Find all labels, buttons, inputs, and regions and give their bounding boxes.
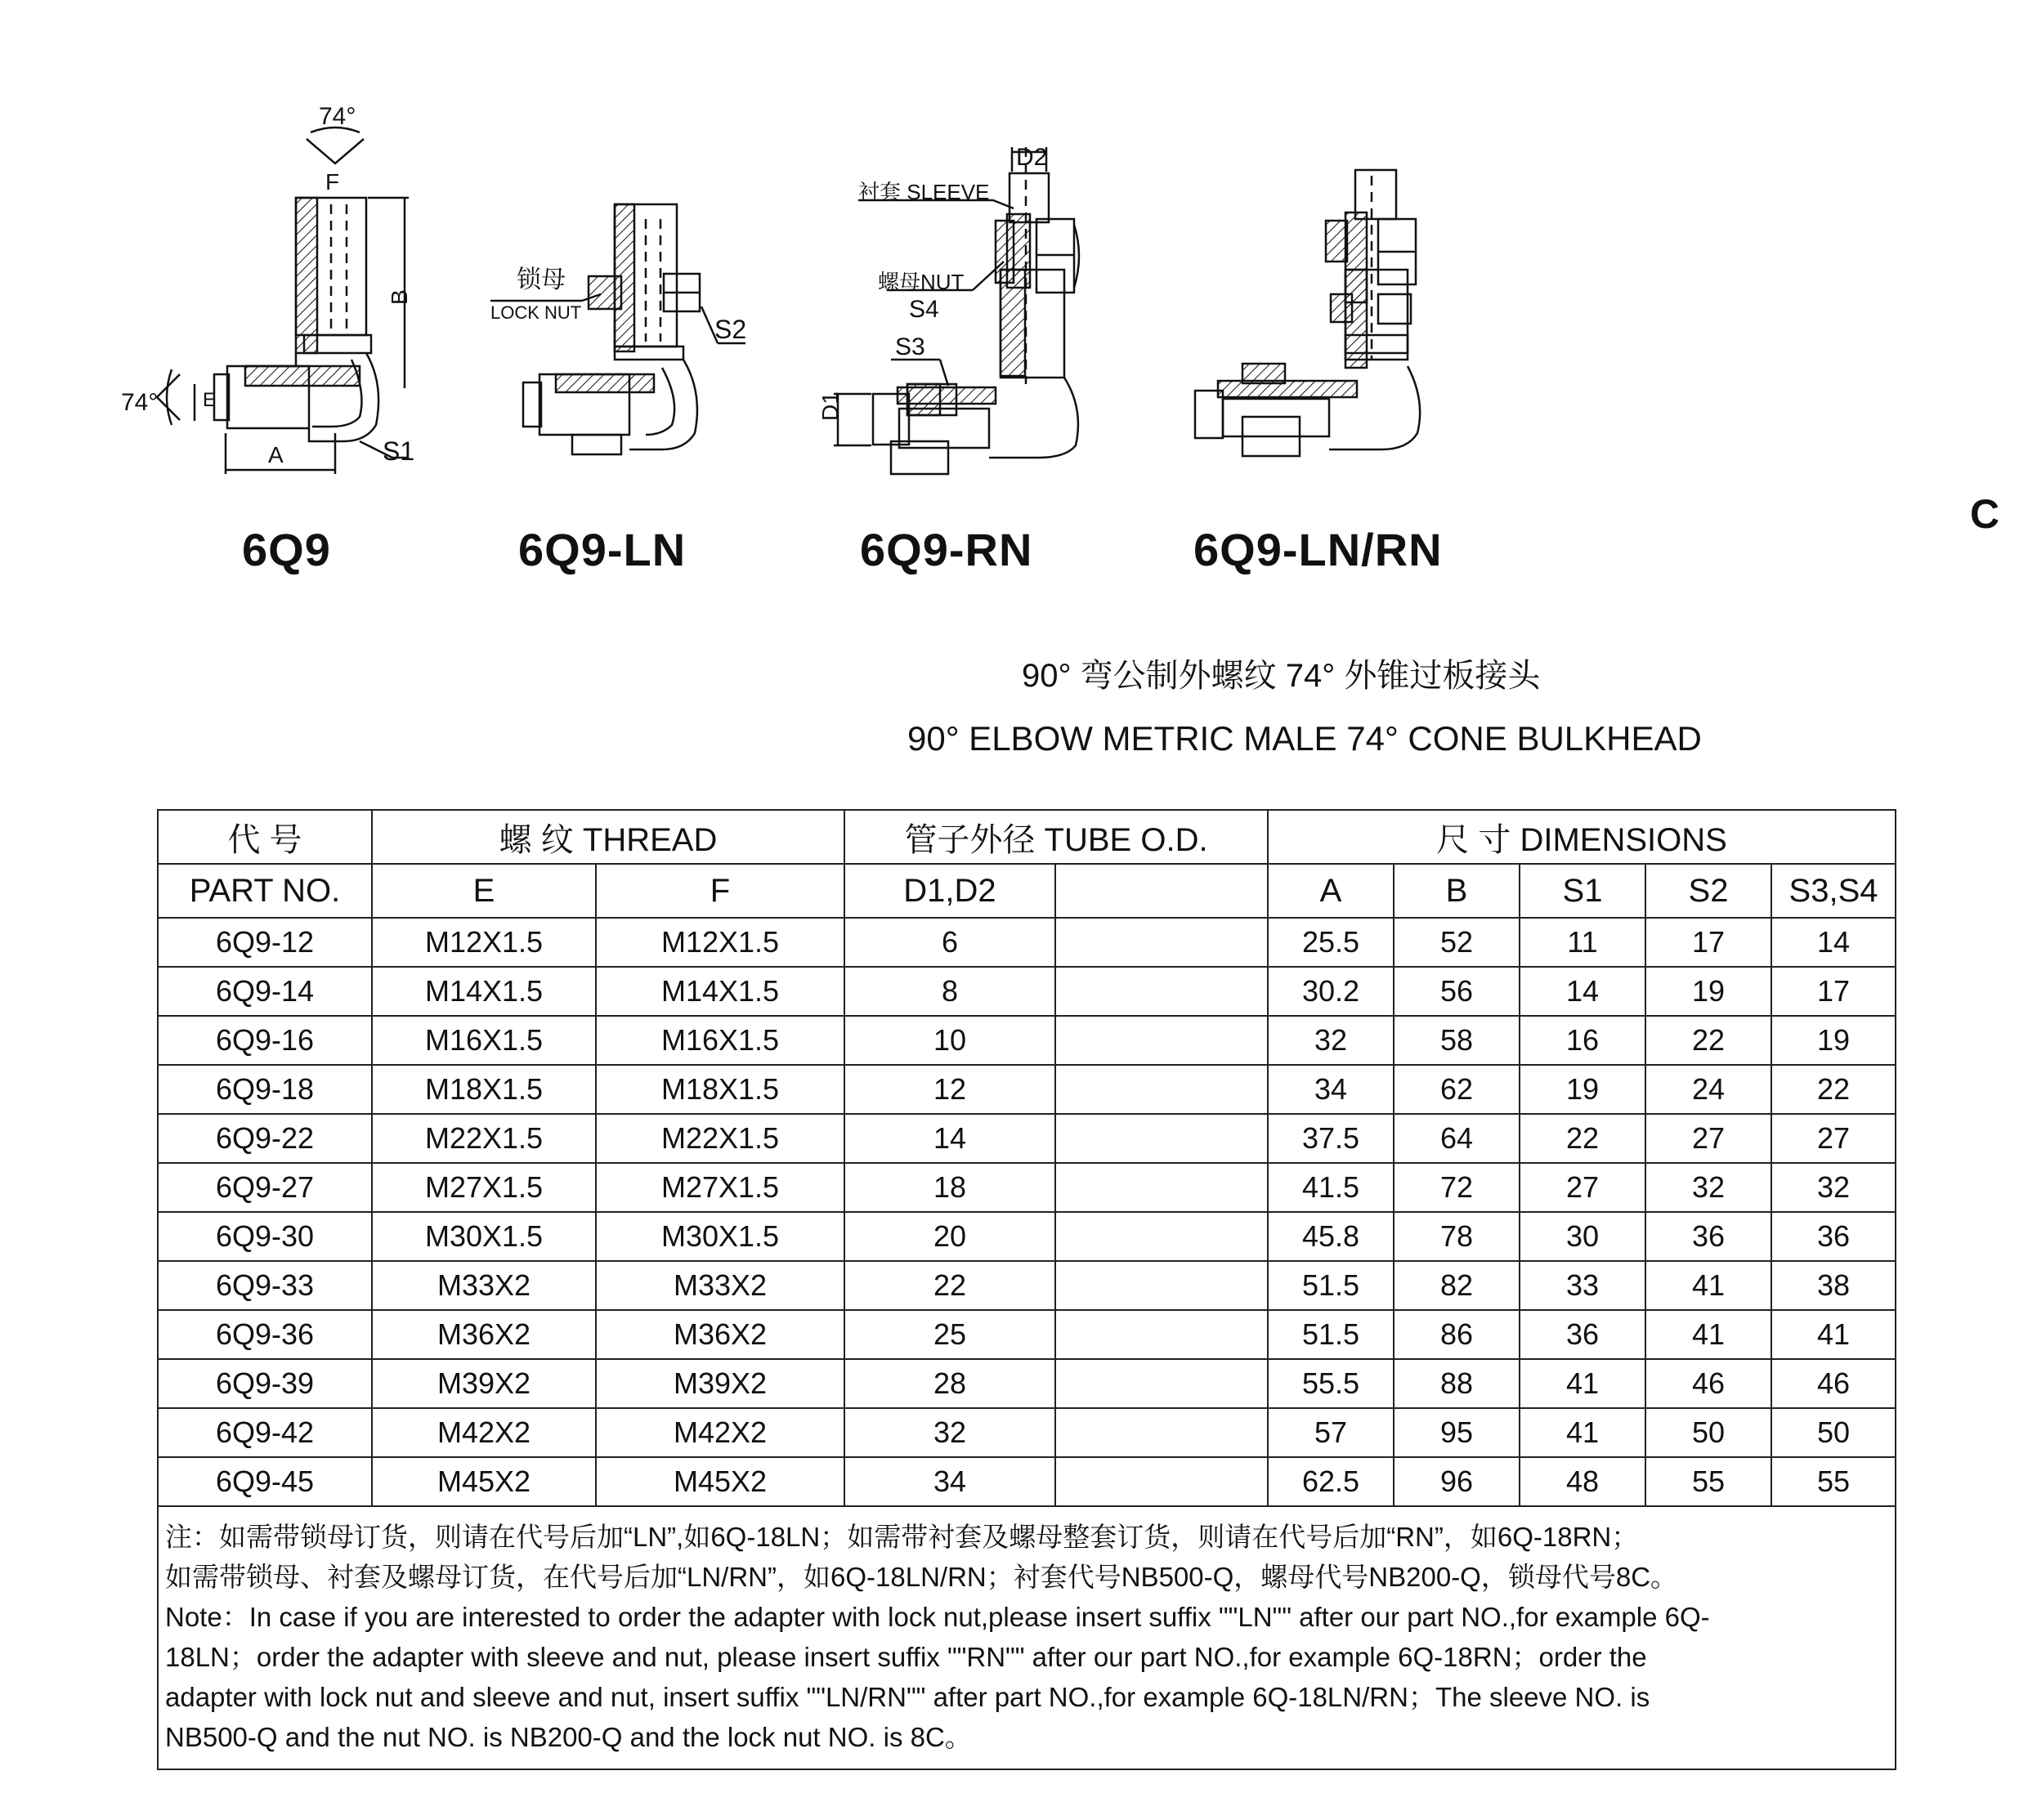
table-cell: 6Q9-27 (158, 1163, 372, 1212)
table-cell: 22 (1645, 1016, 1771, 1065)
table-cell: 27 (1520, 1163, 1645, 1212)
table-cell: 6Q9-39 (158, 1359, 372, 1408)
table-cell: 38 (1771, 1261, 1896, 1310)
table-row (158, 918, 1896, 967)
header-thread: 螺 纹 THREAD (372, 810, 844, 864)
table-cell: 30 (1520, 1212, 1645, 1261)
title-cn: 90° 弯公制外螺纹 74° 外锥过板接头 (1022, 658, 1541, 694)
table-cell: M22X1.5 (596, 1114, 844, 1163)
table-cell: M12X1.5 (596, 918, 844, 967)
table-cell: M45X2 (596, 1457, 844, 1506)
table-cell: 41 (1771, 1310, 1896, 1359)
table-cell: 22 (844, 1261, 1055, 1310)
table-cell: 88 (1394, 1359, 1520, 1408)
table-cell (1055, 1114, 1268, 1163)
note-cell (158, 1506, 1896, 1769)
table-cell: 6 (844, 918, 1055, 967)
table-cell (1055, 1310, 1268, 1359)
table-cell: 17 (1645, 918, 1771, 967)
table-row (158, 1261, 1896, 1310)
table-cell: 25 (844, 1310, 1055, 1359)
angle-top-label: 74° (319, 103, 356, 130)
spec-table (157, 809, 1896, 1770)
table-cell: M27X1.5 (596, 1163, 844, 1212)
header-row-sub (158, 864, 1896, 918)
table-cell: 24 (1645, 1065, 1771, 1114)
table-cell: 22 (1520, 1114, 1645, 1163)
table-row (158, 1457, 1896, 1506)
sleeve-label: 衬套 SLEEVE (858, 180, 990, 204)
note-line: 18LN；order the adapter with sleeve and nut, please insert suffix ""RN"" after our part NO.,for example 6Q-18RN；order the (165, 1642, 1647, 1672)
table-cell: 19 (1520, 1065, 1645, 1114)
table-cell: 6Q9-36 (158, 1310, 372, 1359)
table-cell: 6Q9-22 (158, 1114, 372, 1163)
table-cell: 34 (844, 1457, 1055, 1506)
table-cell: M16X1.5 (596, 1016, 844, 1065)
table-cell: M45X2 (372, 1457, 596, 1506)
dim-s1-label: S1 (383, 436, 415, 466)
note-line: 如需带锁母、衬套及螺母订货，在代号后加“LN/RN”，如6Q-18LN/RN；衬套代号NB500-Q，螺母代号NB200-Q，锁母代号8C。 (165, 1562, 1678, 1592)
angle-left-label: 74° (121, 389, 159, 416)
table-cell: 27 (1645, 1114, 1771, 1163)
table-cell: 14 (1520, 967, 1645, 1016)
header-tube-od: 管子外径 TUBE O.D. (844, 810, 1268, 864)
table-cell: 62 (1394, 1065, 1520, 1114)
dim-f-label: F (325, 169, 340, 195)
table-cell: 25.5 (1268, 918, 1394, 967)
table-cell: M12X1.5 (372, 918, 596, 967)
table-cell: 22 (1771, 1065, 1896, 1114)
table-cell: M33X2 (372, 1261, 596, 1310)
table-cell: 34 (1268, 1065, 1394, 1114)
table-cell: 51.5 (1268, 1261, 1394, 1310)
table-cell: M39X2 (596, 1359, 844, 1408)
table-cell (1055, 1457, 1268, 1506)
table-cell: 52 (1394, 918, 1520, 967)
table-cell: 36 (1520, 1310, 1645, 1359)
table-cell: 41 (1645, 1261, 1771, 1310)
table-row (158, 967, 1896, 1016)
title-en: 90° ELBOW METRIC MALE 74° CONE BULKHEAD (907, 719, 1702, 758)
table-cell: 46 (1771, 1359, 1896, 1408)
table-cell: M36X2 (596, 1310, 844, 1359)
table-cell: 10 (844, 1016, 1055, 1065)
table-cell (1055, 1408, 1268, 1457)
table-cell: 48 (1520, 1457, 1645, 1506)
table-cell: 50 (1645, 1408, 1771, 1457)
table-cell: M33X2 (596, 1261, 844, 1310)
table-cell: 62.5 (1268, 1457, 1394, 1506)
table-row (158, 1114, 1896, 1163)
table-cell: 18 (844, 1163, 1055, 1212)
table-cell: 6Q9-12 (158, 918, 372, 967)
note-line: Note：In case if you are interested to order the adapter with lock nut,please insert suffix ""LN"" after our part NO.,for example 6Q- (165, 1602, 1710, 1632)
dim-a-label: A (268, 442, 284, 467)
model-6q9-rn-label: 6Q9-RN (860, 524, 1033, 575)
dim-s3-label: S3 (895, 333, 925, 360)
table-cell (1055, 1212, 1268, 1261)
table-cell: 37.5 (1268, 1114, 1394, 1163)
table-cell: 30.2 (1268, 967, 1394, 1016)
note-line: NB500-Q and the nut NO. is NB200-Q and the lock nut NO. is 8C。 (165, 1722, 972, 1752)
table-cell: 6Q9-45 (158, 1457, 372, 1506)
table-cell: 32 (1645, 1163, 1771, 1212)
table-row (158, 1163, 1896, 1212)
table-row (158, 1065, 1896, 1114)
table-cell: 27 (1771, 1114, 1896, 1163)
table-cell: 8 (844, 967, 1055, 1016)
dim-b-label: B (387, 289, 412, 305)
table-cell: 32 (1771, 1163, 1896, 1212)
table-cell: 32 (844, 1408, 1055, 1457)
table-cell (1055, 918, 1268, 967)
table-cell: M42X2 (596, 1408, 844, 1457)
dim-s4-label: S4 (909, 296, 939, 323)
dim-s2-label: S2 (714, 315, 747, 344)
table-cell (1055, 1016, 1268, 1065)
table-cell: M36X2 (372, 1310, 596, 1359)
table-cell: 56 (1394, 967, 1520, 1016)
table-cell: M42X2 (372, 1408, 596, 1457)
nut-label: 螺母NUT (878, 270, 965, 294)
table-cell: 50 (1771, 1408, 1896, 1457)
header-b: B (1394, 864, 1520, 918)
note-row (158, 1506, 1896, 1769)
table-cell: 78 (1394, 1212, 1520, 1261)
table-cell: 41 (1645, 1310, 1771, 1359)
model-6q9-ln-label: 6Q9-LN (518, 524, 687, 575)
table-row (158, 1408, 1896, 1457)
table-cell: 16 (1520, 1016, 1645, 1065)
table-cell: 41 (1520, 1408, 1645, 1457)
table-cell: 64 (1394, 1114, 1520, 1163)
table-cell: 41 (1520, 1359, 1645, 1408)
table-cell: 55 (1771, 1457, 1896, 1506)
table-cell: 32 (1268, 1016, 1394, 1065)
header-part-en: PART NO. (158, 864, 372, 918)
header-a: A (1268, 864, 1394, 918)
table-cell: 36 (1645, 1212, 1771, 1261)
table-cell: 86 (1394, 1310, 1520, 1359)
table-cell: 14 (1771, 918, 1896, 967)
table-cell: 20 (844, 1212, 1055, 1261)
table-cell: M22X1.5 (372, 1114, 596, 1163)
table-cell: 41.5 (1268, 1163, 1394, 1212)
table-cell: 6Q9-16 (158, 1016, 372, 1065)
table-cell: M30X1.5 (372, 1212, 596, 1261)
table-row (158, 1310, 1896, 1359)
header-f: F (596, 864, 844, 918)
table-cell: 96 (1394, 1457, 1520, 1506)
header-d1d2: D1,D2 (844, 864, 1055, 918)
dim-d1-label: D1 (817, 391, 843, 421)
table-cell: 82 (1394, 1261, 1520, 1310)
note-line: adapter with lock nut and sleeve and nut, insert suffix ""LN/RN"" after part NO.,for example 6Q-18LN/RN；The sleeve NO. is (165, 1682, 1650, 1712)
table-cell: 51.5 (1268, 1310, 1394, 1359)
header-s1: S1 (1520, 864, 1645, 918)
table-cell: M18X1.5 (596, 1065, 844, 1114)
table-cell: 6Q9-42 (158, 1408, 372, 1457)
drawing-6q9 (157, 127, 409, 474)
table-row (158, 1359, 1896, 1408)
table-cell: 28 (844, 1359, 1055, 1408)
table-cell: 36 (1771, 1212, 1896, 1261)
drawing-6q9-ln (490, 204, 745, 454)
table-cell: 95 (1394, 1408, 1520, 1457)
model-6q9-label: 6Q9 (242, 524, 331, 575)
header-s2: S2 (1645, 864, 1771, 918)
table-cell: 14 (844, 1114, 1055, 1163)
table-cell: M30X1.5 (596, 1212, 844, 1261)
note-line: 注：如需带锁母订货，则请在代号后加“LN”,如6Q-18LN；如需带衬套及螺母整套订货，则请在代号后加“RN”，如6Q-18RN； (165, 1522, 1639, 1552)
table-cell: 19 (1771, 1016, 1896, 1065)
table-row (158, 1212, 1896, 1261)
table-cell (1055, 1359, 1268, 1408)
table-cell (1055, 1065, 1268, 1114)
header-s3s4: S3,S4 (1771, 864, 1896, 918)
locknut-en-label: LOCK NUT (490, 302, 582, 323)
table-cell: 58 (1394, 1016, 1520, 1065)
table-cell: 57 (1268, 1408, 1394, 1457)
table-cell (1055, 1163, 1268, 1212)
header-e: E (372, 864, 596, 918)
table-cell: M18X1.5 (372, 1065, 596, 1114)
table-cell (1055, 967, 1268, 1016)
table-cell: 33 (1520, 1261, 1645, 1310)
section-letter: C (1970, 491, 2000, 537)
header-dimensions: 尺 寸 DIMENSIONS (1268, 810, 1896, 864)
table-cell (1055, 1261, 1268, 1310)
header-blank (1055, 864, 1268, 918)
table-cell: 11 (1520, 918, 1645, 967)
table-row (158, 1016, 1896, 1065)
table-cell: M14X1.5 (596, 967, 844, 1016)
locknut-cn-label: 锁母 (517, 266, 566, 293)
model-6q9-lnrn-label: 6Q9-LN/RN (1193, 524, 1443, 575)
table-cell: 72 (1394, 1163, 1520, 1212)
drawing-6q9-lnrn (1195, 170, 1420, 456)
table-cell: 55.5 (1268, 1359, 1394, 1408)
table-cell: 45.8 (1268, 1212, 1394, 1261)
table-cell: 6Q9-33 (158, 1261, 372, 1310)
table-cell: 55 (1645, 1457, 1771, 1506)
table-cell: M14X1.5 (372, 967, 596, 1016)
table-cell: 19 (1645, 967, 1771, 1016)
table-cell: 6Q9-14 (158, 967, 372, 1016)
table-cell: M16X1.5 (372, 1016, 596, 1065)
table-cell: M39X2 (372, 1359, 596, 1408)
header-row-top (158, 810, 1896, 864)
table-cell: 17 (1771, 967, 1896, 1016)
table-cell: 46 (1645, 1359, 1771, 1408)
table-cell: 12 (844, 1065, 1055, 1114)
dim-d2-label: D2 (1016, 144, 1048, 171)
dim-e-label: E (203, 389, 217, 411)
table-cell: M27X1.5 (372, 1163, 596, 1212)
header-part-cn: 代 号 (158, 810, 372, 864)
table-cell: 6Q9-18 (158, 1065, 372, 1114)
table-cell: 6Q9-30 (158, 1212, 372, 1261)
